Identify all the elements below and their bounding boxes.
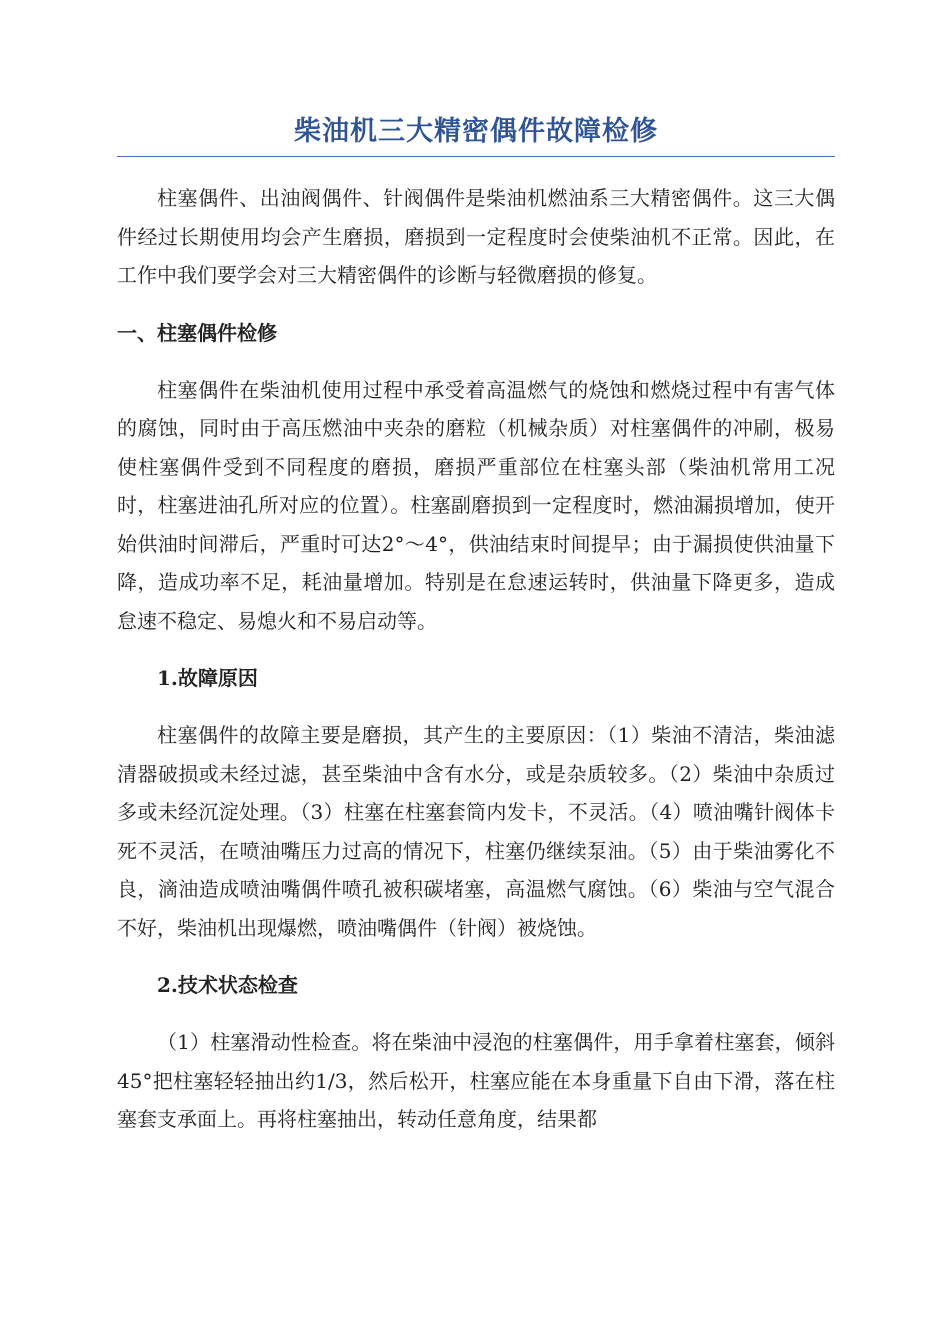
subheading-fault-causes: 1.故障原因 [157,666,258,690]
subheading-technical-check: 2.技术状态检查 [157,973,298,997]
paragraph-fault-causes: 柱塞偶件的故障主要是磨损，其产生的主要原因：（1）柴油不清洁，柴油滤清器破损或未经过滤，甚至柴油中含有水分，或是杂质较多。（2）柴油中杂质过多或未经沉淀处理。（3）柱塞在柱塞套筒内发卡，不灵活。（4）喷油嘴针阀体卡死不灵活，在喷油嘴压力过高的情况下，柱塞仍继续泵油。（5）由于柴油雾化不良，滴油造成喷油嘴偶件喷孔被积碳堵塞，高温燃气腐蚀。（6）柴油与空气混合不好，柴油机出现爆燃，喷油嘴偶件（针阀）被烧蚀。 [117,723,835,940]
section-heading-plunger: 一、柱塞偶件检修 [117,320,277,345]
paragraph-technical-check: （1）柱塞滑动性检查。将在柴油中浸泡的柱塞偶件，用手拿着柱塞套，倾斜45°把柱塞轻轻抽出约1/3，然后松开，柱塞应能在本身重量下自由下滑，落在柱塞套支承面上。再将柱塞抽出，转动任意角度，结果都 [117,1030,835,1131]
document-page [117,110,835,1139]
section-paragraph-plunger: 柱塞偶件在柴油机使用过程中承受着高温燃气的烧蚀和燃烧过程中有害气体的腐蚀，同时由于高压燃油中夹杂的磨粒（机械杂质）对柱塞偶件的冲刷，极易使柱塞偶件受到不同程度的磨损，磨损严重部位在柱塞头部（柴油机常用工况时，柱塞进油孔所对应的位置）。柱塞副磨损到一定程度时，燃油漏损增加，使开始供油时间滞后，严重时可达2°～4°，供油结束时间提早；由于漏损使供油量下降，造成功率不足，耗油量增加。特别是在怠速运转时，供油量下降更多，造成怠速不稳定、易熄火和不易启动等。 [117,377,835,633]
document-title: 柴油机三大精密偶件故障检修 [117,110,835,157]
intro-paragraph: 柱塞偶件、出油阀偶件、针阀偶件是柴油机燃油系三大精密偶件。这三大偶件经过长期使用均会产生磨损，磨损到一定程度时会使柴油机不正常。因此，在工作中我们要学会对三大精密偶件的诊断与轻微磨损的修复。 [117,186,835,287]
